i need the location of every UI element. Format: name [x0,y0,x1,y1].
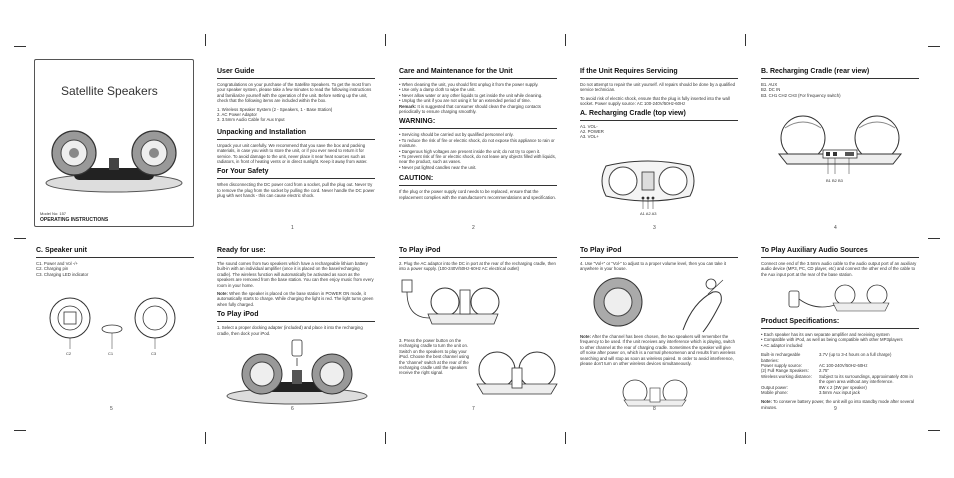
cover-panel [34,59,194,227]
spec-bullet: • Each speaker has its own separate amplifier and receiving system [761,332,890,337]
aux-heading: To Play Auxiliary Audio Sources [761,247,919,258]
crop-mark [745,432,746,444]
page-9 [761,247,919,280]
c3-callout: C3 [151,351,157,356]
page-number: 1 [291,225,294,231]
page-4 [761,68,919,98]
page-number: 6 [291,406,294,412]
page-5 [36,247,194,277]
cradle-label: A3. VOL+ [580,134,599,140]
care-bullet: • Unplug the unit if you are not using it for an extended period of time. [399,98,531,104]
c1-callout: C1 [108,351,114,356]
spec-row: Mobile phone: 3.5mm Aux input jack [761,390,860,396]
crop-mark [205,34,206,46]
cradle-label: A1. VOL- [580,123,598,129]
care-bullet: • Never allow water or any other liquids to get inside the unit while cleaning. [399,92,543,98]
page-number: 8 [653,406,656,412]
spec-row: Output power: 8W x 2 (3W per speaker) [761,384,867,390]
crop-mark [928,238,940,239]
cradle-top-heading: A. Recharging Cradle (top view) [580,110,738,121]
page-number: 7 [472,406,475,412]
shock-text: To avoid risk of electric shock, ensure that the plug is fully inserted into the wall socket. Power supply source: AC 100-240V/50Hz-60Hz [580,95,730,107]
crop-mark [14,46,26,47]
c2-callout: C2 [66,351,72,356]
crop-mark [205,432,206,444]
safety-text: When disconnecting the DC power cord from a socket, pull the plug out. Never try to remove the plug from the socket by pulling the cord. Never handle the DC power plug with wet hands - this can cause electric shock. [217,182,375,199]
crop-mark [14,430,26,431]
servicing-heading: If the Unit Requires Servicing [580,68,738,79]
warning-heading: WARNING: [399,118,557,129]
crop-mark [745,34,746,46]
care-heading: Care and Maintenance for the Unit [399,68,557,79]
play-ipod-heading: To Play iPod [217,311,375,322]
user-guide-heading: User Guide [217,68,375,79]
caution-heading: CAUTION: [399,175,557,186]
spec-row: Power supply source: AC 100-240V/50Hz-60Hz [761,363,868,369]
play-ipod-heading-2: To Play iPod [399,247,557,258]
spec-row: Built-in rechargeable batteries: 3.7V (up to 3-4 hours on a full charge) [761,352,892,363]
care-bullet: • Use only a damp cloth to wipe the unit. [399,87,476,93]
cradle-label: A2. POWER [580,129,604,135]
box-item: 1. Wireless Speaker System (2 - Speakers, 1 - Base Station) [217,106,333,112]
page-6 [217,247,375,339]
rear-label: B3. CH1 CH2 CH3 (For frequency switch) [761,92,841,98]
spec-row: (2) Full Range Speakers: 2.75" [761,368,829,374]
crop-mark [928,430,940,431]
speaker-unit-illustration [40,293,190,353]
page-number: 5 [110,406,113,412]
unpacking-heading: Unpacking and Installation [217,129,375,140]
aux-connection-illustration [785,281,895,315]
page-2 [399,68,557,203]
page-number: 3 [653,225,656,231]
warning-bullet: • Never put lighted candles near the unit. [399,164,477,170]
cover-subtitle: OPERATING INSTRUCTIONS [40,217,109,223]
spec-bullet: • Compatible with iPod, as well as being compatible with other MP3players [761,337,903,343]
box-item: 3. 3.5mm Audio Cable for Aux Input [217,117,285,123]
warning-bullet: • Servicing should be carried out by qualified personnel only. [399,132,514,138]
speaker-label: C2. Charging pin [36,266,69,272]
ready-text: The sound comes from two speakers which have a rechargeable lithium battery built-in with an individual amplifier (once it is placed on the base/recharging cradle). The wireless function will automatically be activated as soon as the speakers are removed from the base station. You can then enjoy music from every room in your home. [217,261,374,288]
cradle-top-view-illustration [598,152,698,210]
box-item: 2. AC Power Adaptor [217,112,257,118]
crop-mark [565,34,566,46]
rear-switch-illustration [475,340,559,400]
page-number: 4 [834,225,837,231]
crop-mark [14,238,26,239]
servicing-text: Do not attempt to repair the unit yourself. All repairs should be done by a qualified service technician. [580,82,736,93]
volume-adjust-illustration [583,272,733,334]
page-3 [580,68,738,140]
page-number: 2 [472,225,475,231]
user-guide-text: Congratulations on your purchase of the Satellite Speakers. To get the most from your speaker system, please take a few minutes to read the following instructions and familiarize yourself with the operation of the unit. Before setting up the unit, check that the following items are included within the box. [217,82,372,104]
unpacking-text: Unpack your unit carefully. We recommend that you save the box and packing materials, in case you wish to store the unit, or if you ever need to return it for service. To avoid damage to the unit, never place it near heat sources such as radiators, in front of heating vents or in direct sunlight. Keep it away from water. [217,142,368,165]
speaker-unit-heading: C. Speaker unit [36,247,194,258]
aux-text: Connect one end of the 3.5mm audio cable to the audio output port of an auxiliary audio device (MP3, PC, CD player, etc) and connect the other end of the cable to the Aux input port at the rear of the base station. [761,261,917,277]
warning-bullet: • To prevent risk of fire or electric shock, do not leave any objects filled with liquids, near the product, such as vases. [399,154,556,165]
docking-illustration [222,338,372,406]
adaptor-illustration [400,278,500,336]
remark-text: Remark: It is suggested that consumer should clean the charging contacts periodically to ensure charging smoothly. [399,103,541,115]
spec-row: Wireless working distance: Subject to its surroundings, approximately 40m in the open area without any interference. [761,373,913,385]
rear-callout: B1 B2 B3 [826,178,843,183]
page-8 [580,247,738,275]
safety-heading: For Your Safety [217,168,375,179]
cover-title: Satellite Speakers [61,84,158,98]
speaker-label: C3. Charging LED indicator [36,271,89,277]
cradle-rear-heading: B. Recharging Cradle (rear view) [761,68,919,79]
crop-mark [928,46,940,47]
specs-section [761,318,919,413]
care-bullet: • When cleaning the unit, you should first unplug it from the power supply. [399,82,539,87]
cradle-callout: A1 A2 A3 [640,211,657,216]
standby-note: Note: To conserve battery power, the unit will go into standby mode after several minutes. [761,399,915,410]
ready-heading: Ready for use: [217,247,375,258]
speaker-system-illustration [39,108,189,198]
page-1 [217,68,375,202]
page-number: 9 [834,406,837,412]
crop-mark [385,432,386,444]
page-7 [399,247,557,275]
play-ipod-step3: 3. Press the power button on the recharging cradle to turn the unit on. Switch on the speakers to play your iPod. Choose the best channel using the 'channel' switch at the rear of the recharging cradle until the speakers receive the right signal. [399,338,469,376]
rear-label: B1. AUX [761,82,778,87]
cover-model: Model No: 157 [40,211,67,216]
play-ipod-step1: 1. Select a proper docking adapter (included) and place it into the recharging cradle, then dock your iPod. [217,325,363,336]
play-ipod-step4: 4. Use "Vol+" or "Vol-" to adjust to a proper volume level, then you can take it anywhere in your house. [580,261,726,272]
play-ipod-heading-3: To Play iPod [580,247,738,258]
channel-switch-illustration [620,378,690,408]
crop-mark [385,34,386,46]
play-ipod-note: Note: After the channel has been chosen, the two speakers will remember the frequency to be used. If the unit receives any interference which is playing, switch to other channel at the rear of charging cradle. Sometimes the speaker will give off noise after power on, which is a normal phenomenon and results from wireless searching and will stop as soon as wireless paired. In order to avoid interference, please don't turn on other wireless devices simultaneously. [580,334,736,367]
play-ipod-step2: 2. Plug the AC adaptor into the DC in port at the rear of the recharging cradle, then into a power supply. (100-240V/50Hz-60Hz AC electrical outlet) [399,261,556,272]
crop-mark [565,432,566,444]
caution-text: If the plug or the power supply cord needs to be replaced, ensure that the replacement complies with the manufacturer's recommendations and specification. [399,189,557,200]
warning-bullet: • To reduce the risk of fire or electric shock, do not expose this appliance to rain or moisture. [399,137,555,149]
warning-bullet: • Dangerous high voltages are present inside the unit; do not try to open it. [399,148,541,154]
cradle-rear-view-illustration [775,108,905,178]
speaker-label: C1. Power and Vol -/+ [36,261,78,266]
spec-bullet: • AC adaptor included [761,342,803,348]
play-ipod-note-wrap [580,334,736,369]
ready-note: Note: When the speaker is placed on the base station in POWER ON mode, it automatically starts to charge. While charging the light is red. The light turns green when fully charged. [217,291,374,307]
rear-label: B2. DC IN [761,87,781,93]
specs-heading: Product Specifications: [761,318,919,329]
